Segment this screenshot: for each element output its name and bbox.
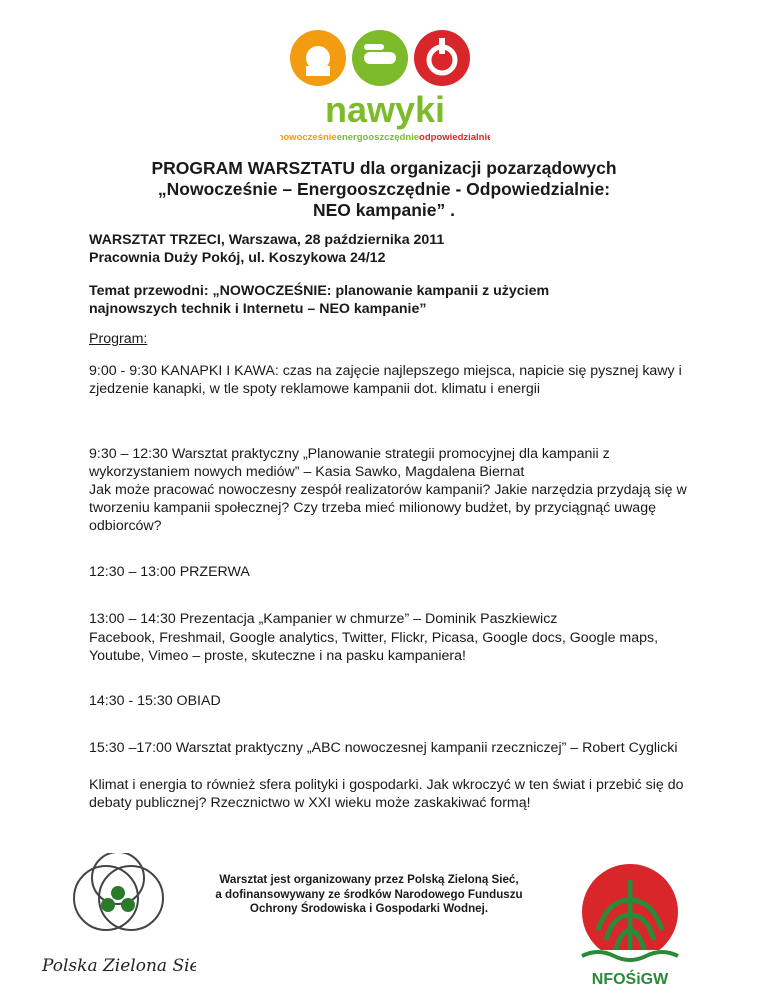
workshop-info — [89, 231, 689, 267]
program-item-1: 9:00 - 9:30 KANAPKI I KAWA: czas na zajęcie najlepszego miejsca, napicie się pysznej kawy i zjedzenie kanapki, w tle spoty reklamowe kampanii dot. klimatu i energii — [89, 363, 682, 397]
footer-note — [190, 873, 548, 917]
logo-tag-2: energooszczędnie — [336, 132, 420, 143]
program-item-2-desc: Jak może pracować nowoczesny zespół realizatorów kampanii? Jakie narzędzia przydają się w tworzeniu kampanii społecznej? Czy trzeba mieć milionowy budżet, by przyciągnąć uwagę odbiorców? — [89, 482, 687, 534]
workshop-line-2: Pracownia Duży Pokój, ul. Koszykowa 24/12 — [89, 250, 386, 266]
pzs-logo-text: Polska Zielona Sieć — [42, 956, 196, 976]
title-line-2: „Nowocześnie – Energooszczędnie - Odpowiedzialnie: — [157, 179, 611, 199]
title-line-3: NEO kampanie” . — [313, 200, 455, 220]
program-item-4-desc: Facebook, Freshmail, Google analytics, Twitter, Flickr, Picasa, Google docs, Google maps, Youtube, Vimeo – proste, skuteczne i na pasku kampaniera! — [89, 630, 659, 664]
theme-line-1: Temat przewodni: „NOWOCZEŚNIE: planowanie kampanii z użyciem — [89, 283, 550, 299]
footer-line-2: a dofinansowywany ze środków Narodowego Funduszu — [215, 887, 523, 901]
footer-line-3: Ochrony Środowiska i Gospodarki Wodnej. — [249, 902, 489, 915]
title-line-1: PROGRAM WARSZTATU dla organizacji pozarządowych — [151, 158, 617, 178]
workshop-line-1: WARSZTAT TRZECI, Warszawa, 28 października 2011 — [89, 232, 445, 248]
program-item-5: 14:30 - 15:30 OBIAD — [89, 693, 221, 709]
program-item-2: 9:30 – 12:30 Warsztat praktyczny „Planowanie strategii promocyjnej dla kampanii z wykorzystaniem nowych mediów” – Kasia Sawko, Magdalena Biernat — [89, 446, 610, 480]
theme-line-2: najnowszych technik i Internetu – NEO kampanie” — [89, 301, 427, 317]
program-label: Program: — [89, 331, 148, 347]
program-item-6-desc: Klimat i energia to również sfera polityki i gospodarki. Jak wkroczyć w ten świat i przebić się do debaty publicznej? Rzecznictwo w XXI wieku może zaskakiwać formą! — [89, 777, 684, 811]
logo-word: nawyki — [324, 89, 446, 130]
nfosigw-logo — [568, 860, 688, 990]
logo-tag-1: nowocześnie — [280, 132, 337, 143]
neo-nawyki-logo — [280, 22, 490, 150]
logo-tag-3: odpowiedzialnie — [419, 132, 490, 143]
theme — [89, 282, 689, 318]
polska-zielona-siec-logo — [36, 853, 196, 983]
svg-text:nowocześnieenergooszczędnieodp — [280, 132, 490, 143]
page-title — [0, 158, 768, 221]
nfo-logo-text: NFOŚiGW — [591, 971, 669, 988]
program-item-4: 13:00 – 14:30 Prezentacja „Kampanier w chmurze” – Dominik Paszkiewicz — [89, 611, 558, 627]
footer-line-1: Warsztat jest organizowany przez Polską Zieloną Sieć, — [219, 873, 519, 886]
program-item-6: 15:30 –17:00 Warsztat praktyczny „ABC nowoczesnej kampanii rzeczniczej” – Robert Cyglicki — [89, 740, 678, 756]
program-item-3: 12:30 – 13:00 PRZERWA — [89, 564, 250, 580]
